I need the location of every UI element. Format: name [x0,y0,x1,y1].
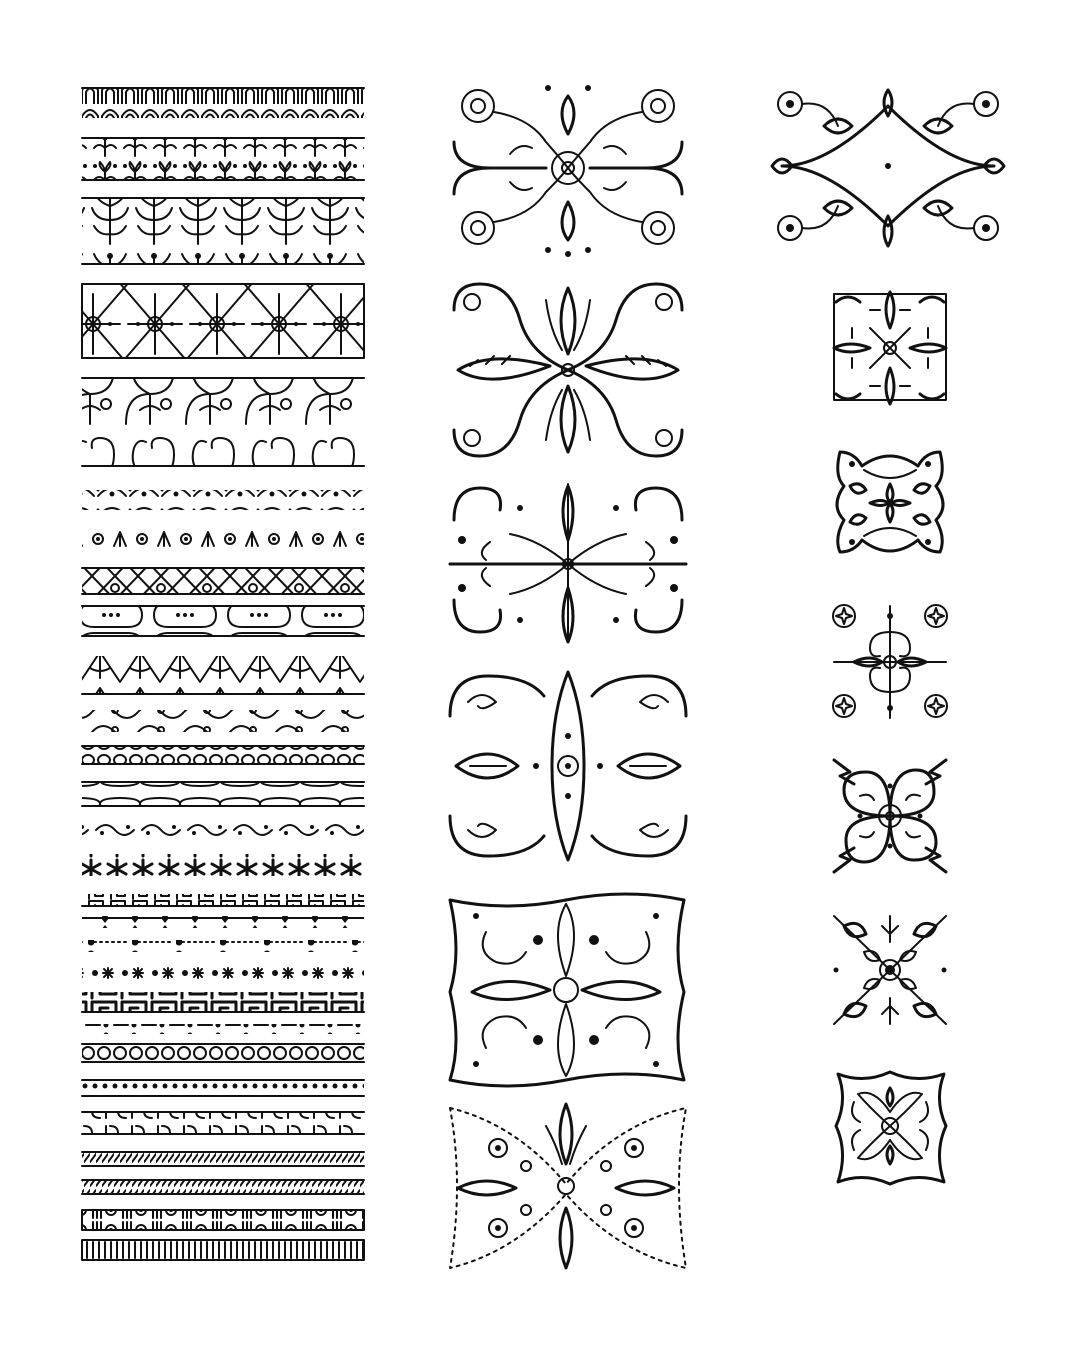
panel-dotted-flower [450,1104,686,1268]
border-scallop-dots [82,490,364,510]
tile-sprig [834,916,947,1024]
border-s-scroll [82,820,364,840]
border-foliage-band [82,198,364,264]
border-ring-chain [82,1044,364,1062]
panel-leaf-frame [450,894,684,1086]
border-greek-key-small [82,894,364,906]
border-cartouche-chain [82,606,364,636]
panel-fleuron [450,484,686,642]
border-stripe-band [82,1240,364,1260]
tile-petal-frame [836,1072,946,1184]
tile-palmette [834,292,946,404]
panel-rosette-scroll [454,85,682,257]
border-diamond-cross [82,568,364,594]
panel-column [450,85,686,1268]
border-double-dot [82,1080,364,1096]
tile-diamond-scroll [772,90,1004,246]
border-star-zigzag [82,854,364,876]
border-diamond-line [82,916,364,928]
border-wave-bar [82,1112,364,1134]
border-hatched-rule-2 [82,1180,364,1194]
border-loop-chain [82,746,364,764]
panel-acanthus [454,284,682,456]
tile-column [772,90,1004,1184]
border-tulip-band [82,138,364,180]
tile-arch-flower [837,452,943,552]
border-leaf-zigzag [82,656,364,694]
border-star-lattice [82,284,364,358]
border-scroll-band [82,378,364,466]
border-wave-scroll [82,710,364,732]
border-flower-tulip-row [82,526,364,550]
border-greek-key-large [82,992,364,1012]
tile-quatrefoil-leaf [834,760,946,872]
tile-star-scroll [833,605,947,718]
border-stripe-bead [82,1210,364,1230]
border-bead-flower [82,966,364,980]
dotted-panel-flowers [489,1139,643,1237]
border-twisted-rope [82,782,364,806]
border-arches [82,88,364,118]
border-bead-dash [82,940,364,952]
border-column [82,88,364,1260]
panel-tulip-scroll [450,672,686,860]
border-hatched-rule [82,1152,364,1166]
border-dash-dot [82,1024,364,1034]
